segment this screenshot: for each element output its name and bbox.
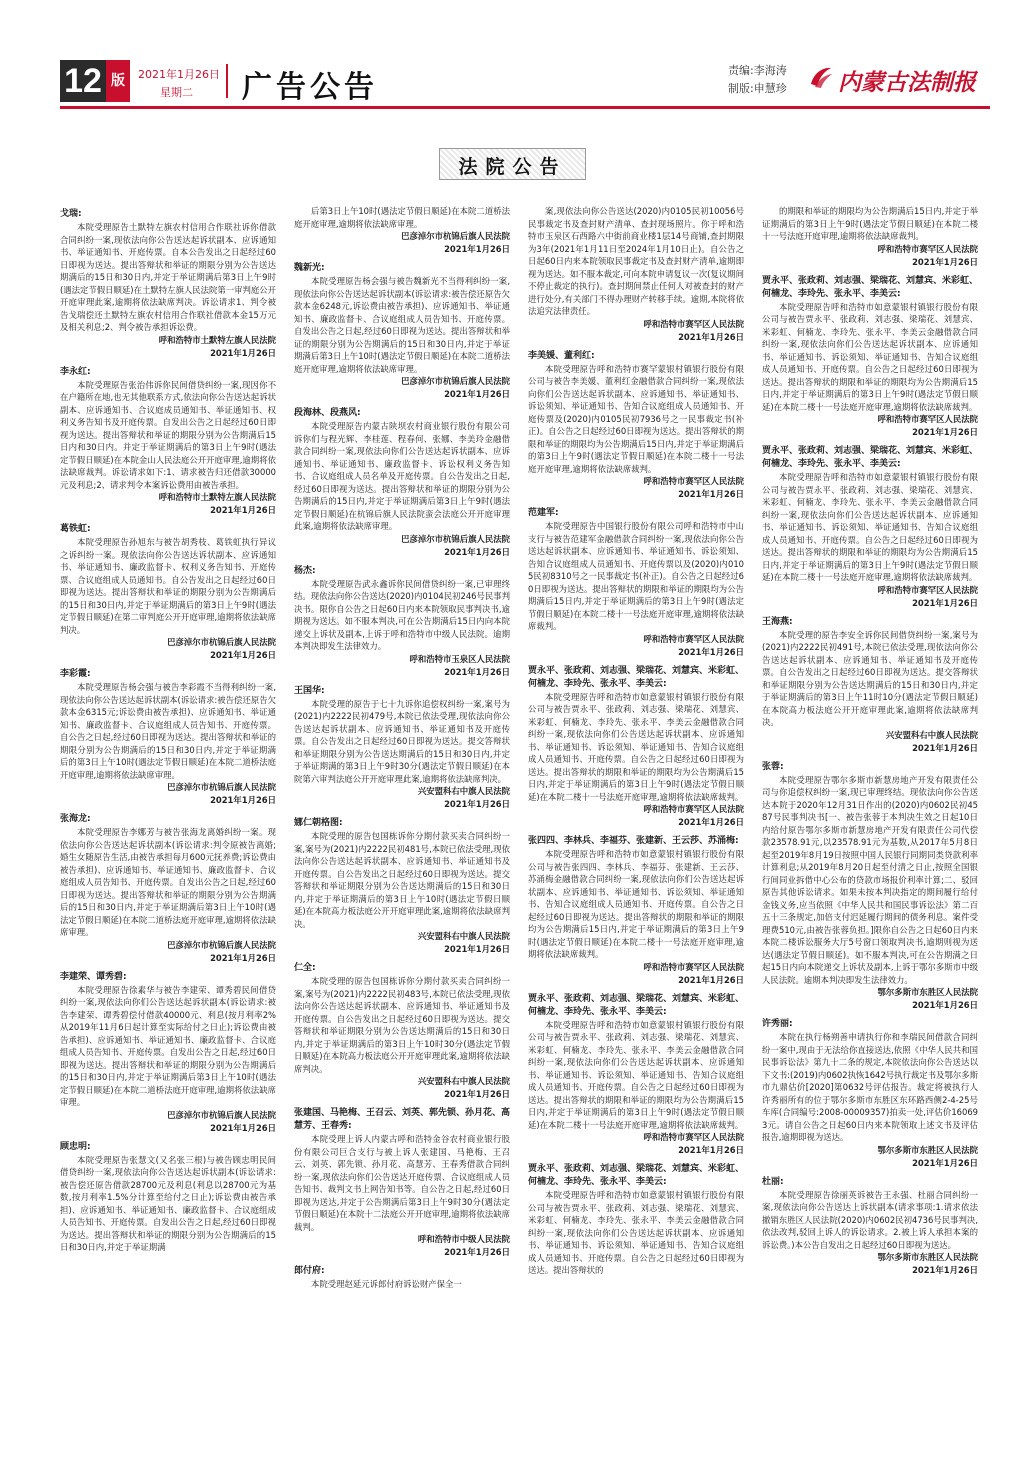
notice-addressee: 张四四、李林兵、李福芬、张建新、王云莎、苏涌梅: [528,836,739,846]
notice-addressee: 戈瑞: [60,209,82,219]
notice-addressee: 李彩霞: [60,669,91,679]
court-notice [528,1163,744,1277]
notice-court: 兴安盟科右中旗人民法院 [885,729,978,740]
court-notice [762,445,978,610]
court-notice [60,523,276,662]
notice-addressee: 王国华: [294,685,325,696]
notice-date: 2021年1月26日 [678,331,744,342]
notice-addressee: 李永红: [60,366,91,377]
notice-body: 本院受理原告鄂尔多斯市新慧房地产开发有限责任公司与你追偿权纠纷一案,现已审理终结。现依法向你公告送达本院于2020年12月31日作出的(2020)内0602民初4587号民事判决书[一、被告张蓉于本判决生效之日起10日内给付原告鄂尔多斯市新慧房地产开发有限责任公司代偿款23578.91元,以23578.91元为基数,从2017年5月8日起至2019年8月19日按照中国人民银行同期同类贷款利率计算利息;从2019年8月20日起至付清之日止,按照全国银行间同业拆借中心公布的贷款市场报价利率计算;二、驳回原告其他诉讼请求。如果未按本判决指定的期间履行给付金钱义务,应当依照《中华人民共和国民事诉讼法》第二百五十三条规定,加倍支付迟延履行期间的债务利息。案件受理费510元,由被告张蓉负担。]限你自公告之日起60日内来本院二楼诉讼服务大厅5号窗口领取判决书,逾期则视为送达(遇法定节假日顺延)。如不服本判决,可在公告期满之日起15日内向本院递交上诉状及副本,上诉于鄂尔多斯市中级人民法院。逾期本判决即发生法律效力。 [762,774,978,985]
court-notice-banner [439,148,586,180]
notice-date: 2021年1月26日 [444,944,510,954]
notice-court: 呼和浩特市赛罕区人民法院 [643,476,744,486]
notice-date: 2021年1月26日 [444,244,510,254]
notice-date: 2021年1月26日 [912,1000,978,1010]
notice-court: 呼和浩特市赛罕区人民法院 [643,961,744,972]
notice-body: 本院受理的原告于七十九诉你追偿权纠纷一案,案号为(2021)内2222民初479号,本院已依法受理,现依法向你公告送达起诉状副本、应诉通知书、举证通知书及开庭传票。自公告发出之日起经过60日即视为送达。提交答辩状和举证期限分别为公告送达期满后的15日和30日内,并定于举证期满的第3日上午9时30分(遇法定节假日顺延)在本院第六审判法庭公开开庭审理此案,逾期将依法缺席判决。 [294,698,510,784]
notice-addressee: 贾永平、张政莉、刘志强、梁瑞花、刘慧宾、米彩虹、何楠龙、李玲先、张永平、李美云: [528,993,745,1017]
court-notice [528,350,744,502]
notice-court: 兴安盟科右中旗人民法院 [417,1076,510,1086]
notice-addressee: 段海林、段燕风: [294,408,361,418]
court-notice [528,993,744,1158]
notice-addressee: 范建军: [528,508,559,518]
notice-body: 本院受理原告呼和浩特市如意蒙银村镇银行股份有限公司与被告贾永平、张政莉、刘志强、梁瑞花、刘慧宾、米彩虹、何楠龙、李玲先、张永平、李美云金融借款合同纠纷一案,现依法向你们公告送达起诉状副本、应诉通知书、举证通知书、诉讼须知、举证通知书、告知合议庭组成人员通知书、开庭传票。自公告之日起经过60日即视为送达。提出答辩状的期限和举证的期限均为公告期满后15日内,并定于举证期满后的第3日上午9时(遇法定节假日顺延)在本院二楼十一号法庭开庭审理,逾期将依法缺席裁判。 [762,301,978,412]
notice-body: 本院受理原告内蒙古陕坝农村商业银行股份有限公司诉你们与程光辉、李桂莲、程春何、张娜、李美玲金融借款合同纠纷一案,现依法向你们公告送达起诉状副本、应诉通知书、举证通知书、廉政监督卡、诉讼权利义务告知书、合议庭组成人员名单及开庭传票。自公告发出之日起,经过60日即视为送达。提出答辩状和举证的期限分别为公告期满后的15日内,并定于举证期满后第3日上午9时(遇法定节假日顺延)在杭锦后旗人民法院蛮会法庭公开开庭审理此案,逾期将依法缺席审理。 [294,421,510,531]
page-suffix: 版 [106,60,130,102]
notice-date: 2021年1月26日 [912,1157,978,1168]
notice-addressee: 魏新光: [294,263,325,273]
notice-date: 2021年1月26日 [210,347,276,358]
notice-date: 2021年1月26日 [444,546,510,557]
notice-court: 呼和浩特市中级人民法院 [417,1234,510,1244]
notice-body: 本院受理原告徐素华与被告李建荣、谭秀碧民间借贷纠纷一案,现依法向你们公告送达起诉状副本(诉讼请求:被告李建荣、谭秀碧偿付借款40000元、利息(按月利率2%从2019年11月6日起计算至实际给付之日止);诉讼费由被告承担)、应诉通知书、举证通知书、廉政监督卡、合议庭组成人员告知书、开庭传票。自发出公告之日起,经过60日即视为送达。提出答辩状和举证的期限分别为公告期满后的15日和30日内,并定于举证期满后第3日上午10时(遇法定节假日顺延)在本院二道桥法庭开庭审理,逾期将依法缺席审理。 [60,984,276,1107]
notice-addressee: 张海龙: [60,814,91,824]
notice-addressee: 贾永平、张政莉、刘志强、梁瑞花、刘慧宾、米彩虹、何楠龙、李玲先、张永平、李美云: [528,1164,745,1187]
producer-line: 制版:申慧珍 [728,82,787,95]
notice-body: 本院受理的原告包国栋诉你分期付款买卖合同纠纷一案,案号为(2021)内2222民初483号,本院已依法受理,现依法向你公告送达起诉状副本、应诉通知书、举证通知书及开庭传票。自公告发出之日起经过60日即视为送达。提交答辩状和举证期限分别为公告送达期满后的15日和30日内,并定于举证期满后的第3日上午10时30分(遇法定节假日顺延)在本院高力板法庭公开开庭审理此案,逾期将依法缺席判决。 [294,976,510,1074]
notice-date: 2021年1月26日 [210,1122,276,1133]
notice-column-3 [528,205,744,1277]
notice-body: 案,现依法向你公告送达(2020)内0105民初10056号民事裁定书及查封财产清单、查封现场照片。你于呼和浩特市玉泉区石西路六中街前商业楼1层14号商铺,查封期限为3年(2021年1月11日至2024年1月10日止)。自公告之日起60日内来本院领取民事裁定书及查封财产清单,逾期即视为送达。如不服本裁定,可向本院申请复议一次(复议期间不停止裁定的执行)。查封期间禁止任何人对被查封的财产进行处分,有关部门不得办理财产转移手续。逾期,本院将依法追究法律责任。 [528,206,744,316]
header-rule [60,106,990,109]
court-notice [294,962,510,1101]
notice-court: 巴彦淖尔市杭锦后旗人民法院 [401,376,510,386]
court-notice [294,407,510,559]
banner-title: 法院公告 [458,156,567,178]
notice-court: 呼和浩特市赛罕区人民法院 [877,584,978,595]
court-notice [528,205,744,344]
notice-court: 巴彦淖尔市杭锦后旗人民法院 [167,939,276,950]
notice-date: 2021年1月26日 [210,952,276,963]
notice-body: 的期限和举证的期限均为公告期满后15日内,并定于举证期满后的第3日上午9时(遇法定节假日顺延)在本院二楼十一号法庭开庭审理,逾期将依法缺席裁判。 [762,206,978,241]
notice-date: 2021年1月26日 [678,646,744,657]
notice-column-1 [60,205,276,1254]
notice-body: 本院受理的原告包国栋诉你分期付款买卖合同纠纷一案,案号为(2021)内2222民初481号,本院已依法受理,现依法向你公告送达起诉状副本、应诉通知书、举证通知书及开庭传票。自公告发出之日起经过60日即视为送达。提交答辩状和举证期限分别为公告送达期满后的15日和30日内,并定于举证期满后的第3日上午10时(遇法定节假日顺延)在本院高力板法庭公开开庭审理此案,逾期将依法缺席判决。 [294,831,510,929]
notice-date: 2021年1月26日 [912,742,978,753]
notice-addressee: 顾忠明: [60,1141,91,1152]
court-notice [294,685,510,812]
notice-body: 本院受理原告呼和浩特市如意蒙银村镇银行股份有限公司与被告贾永平、张政莉、刘志强、梁瑞花、刘慧宾、米彩虹、何楠龙、李玲先、张永平、李美云金融借款合同纠纷一案,现依法向你们公告送达起诉状副本、应诉通知书、举证通知书、诉讼须知、举证通知书、告知合议庭组成人员通知书、开庭传票。自公告之日起经过60日即视为送达。提出答辩状的期限和举证的期限均为公告期满后15日内,并定于举证期满后的第3日上午9时(遇法定节假日顺延)在本院二楼十一号法庭开庭审理,逾期将依法缺席裁判。 [528,1019,744,1130]
section-title: 广告公告 [242,70,378,105]
notice-court: 呼和浩特市土默特左旗人民法院 [158,334,276,345]
notice-date: 2021年1月26日 [912,427,978,437]
notice-body: 后第3日上午10时(遇法定节假日顺延)在本院二道桥法庭开庭审理,逾期将依法缺席审理。 [294,206,510,229]
notice-addressee: 张建国、马艳梅、王召云、刘英、郭先锁、孙月花、高慧芳、王春秀: [294,1108,511,1131]
court-notice [60,366,276,518]
notice-date: 2021年1月26日 [912,1265,978,1275]
notice-date: 2021年1月26日 [210,650,276,660]
notice-court: 呼和浩特市玉泉区人民法院 [409,653,510,664]
notice-column-2 [294,205,510,1291]
notice-court: 呼和浩特市赛罕区人民法院 [877,414,978,424]
newspaper-name: 内蒙古法制报 [838,69,976,96]
page-number: 12 [60,60,106,102]
notice-addressee: 李美媛、董利红: [528,350,595,361]
notice-body: 本院受理原告呼和浩特市如意蒙银村镇银行股份有限公司与被告贾永平、张政莉、刘志强、梁瑞花、刘慧宾、米彩虹、何楠龙、李玲先、张永平、李美云金融借款合同纠纷一案,现依法向你们公告送达起诉状副本、应诉通知书、举证通知书、诉讼须知、举证通知书、告知合议庭组成人员通知书、开庭传票。自公告之日起经过60日即视为送达。提出答辩状的 [528,1190,744,1275]
editor-line: 责编:李海涛 [728,64,787,77]
court-notice [60,1141,276,1254]
newspaper-emblem-icon [808,64,834,90]
court-notice [294,1265,510,1291]
court-notice [294,1107,510,1259]
notice-date: 2021年1月26日 [678,1145,744,1155]
court-notice [294,205,510,256]
court-notice [762,1176,978,1278]
court-notice [762,1018,978,1170]
notice-body: 本院受理原告李娜芳与被告张海龙离婚纠纷一案。现依法向你公告送达起诉状副本(诉讼请求:判令原被告离婚;婚生女随原告生活,由被告承担每月600元抚养费;诉讼费由被告承担)、应诉通知书、举证通知书、廉政监督卡、合议庭组成人员告知书、开庭传票。自发出公告之日起,经过60日即视为送达。提出答辩状和举证的期限分别为公告期满后的15日和30日内,并定于举证期满后第3日上午10时(遇法定节假日顺延)在本院二道桥法庭开庭审理,逾期将依法缺席审理。 [60,827,276,937]
notice-body: 本院受理原告中国银行股份有限公司呼和浩特市中山支行与被告范建军金融借款合同纠纷一案,现依法向你公告送达起诉状副本、应诉通知书、举证通知书、诉讼须知、告知合议庭组成人员通知书、开庭传票以及(2020)内0105民初8310号之一民事裁定书(补正)。自公告之日起经过60日即视为送达。提出答辩状的期限和举证的期限均为公告期满后15日内,并定于举证期满后的第3日上午9时(遇法定节假日顺延)在本院二楼十一号法庭开庭审理,逾期将依法缺席裁判。 [528,521,744,631]
notice-court: 兴安盟科右中旗人民法院 [417,931,510,941]
notice-court: 呼和浩特市赛罕区人民法院 [643,1132,744,1142]
notice-column-4 [762,205,978,1283]
notice-addressee: 杜丽: [762,1176,784,1187]
issue-weekday: 星期二 [160,86,193,99]
notice-date: 2021年1月26日 [678,974,744,985]
court-notice [528,665,744,830]
notice-date: 2021年1月26日 [678,817,744,827]
court-notice [762,205,978,269]
notice-body: 本院受理原告杨会强与被告李彩霞不当得利纠纷一案,现依法向你公告送达起诉状副本(诉讼请求:被告偿还原告欠款本金6315元;诉讼费由被告承担)、应诉通知书、举证通知书、廉政监督卡、合议庭组成人员告知书、开庭传票。自公告之日起,经过60日即视为送达。提出答辩状和举证的期限分别为公告期满后的15日和30日内,并定于举证期满后的第3日上午10时(遇法定节假日顺延)在本院二道桥法庭开庭审理,逾期将依法缺席审理。 [60,682,276,780]
court-notice [528,507,744,659]
court-notice [60,208,276,360]
notice-body: 本院受理原告张治伟诉你民间借贷纠纷一案,现因你不在户籍所在地,也无其他联系方式,依法向你公告送达起诉状副本、应诉通知书、合议庭成员通知书、举证通知书、权利义务告知书及开庭传票。自发出公告之日起经过60日即视为送达。提出答辩状和举证的期限分别为公告期满后15日内和30日内。并定于举证期满后的第3日上午9时(遇法定节假日顺延)在本院金山人民法庭公开开庭审理,逾期将依法缺席裁判。诉讼请求如下:1、请求被告归还借款30000元及利息;2、请求判令本案诉讼费用由被告承担。 [60,379,276,490]
notice-court: 鄂尔多斯市东胜区人民法院 [877,987,978,997]
notice-body: 本院受理原告土默特左旗农村信用合作联社诉你借款合同纠纷一案,现依法向你公告送达起诉状副本、应诉通知书、举证通知书、开庭传票。自本公告发出之日起经过60日即视为送达。提出答辩状和举证的期限分别为公告送达期满后的15日和30日内,并定于举证期满后第3日上午9时(遇法定节假日顺延)在土默特左旗人民法院第一审判庭公开开庭审理此案,逾期将依法缺席判决。诉讼请求1、判令被告戈瑞偿还土默特左旗农村信用合作联社借款本金15万元及相关利息;2、判令被告承担诉讼费。 [60,222,276,332]
notice-body: 本院受理原告呼和浩特市如意蒙银村镇银行股份有限公司与被告贾永平、张政莉、刘志强、梁瑞花、刘慧宾、米彩虹、何楠龙、李玲先、张永平、李美云金融借款合同纠纷一案,现依法向你们公告送达起诉状副本、应诉通知书、举证通知书、诉讼须知、举证通知书、告知合议庭组成人员通知书、开庭传票。自公告之日起经过60日即视为送达。提出答辩状的期限和举证的期限均为公告期满后15日内,并定于举证期满后的第3日上午9时(遇法定节假日顺延)在本院二楼十一号法庭开庭审理,逾期将依法缺席裁判。 [528,691,744,802]
notice-addressee: 贾永平、张政莉、刘志强、梁瑞花、刘慧宾、米彩虹、何楠龙、李玲先、张永平、李美云: [528,665,745,689]
notice-addressee: 郎付府: [294,1266,325,1276]
notice-addressee: 仁全: [294,963,316,973]
issue-date: 2021年1月26日 [138,68,220,81]
header-divider [226,64,228,98]
notice-court: 巴彦淖尔市杭锦后旗人民法院 [167,637,276,647]
notice-court: 呼和浩特市赛罕区人民法院 [877,243,978,254]
notice-addressee: 娜仁朝格图: [294,818,343,828]
court-notice [294,565,510,679]
court-notice [294,817,510,956]
notice-body: 本院受理原告杨会强与被告魏新光不当得利纠纷一案,现依法向你公告送达起诉状副本(诉讼请求:被告偿还原告欠款本金6248元,诉讼费由被告承担)、应诉通知书、举证通知书、廉政监督卡、合议庭组成人员告知书、开庭传票。自发出公告之日起,经过60日即视为送达。提出答辩状和举证的期限分别为公告期满后的15日和30日内,并定于举证期满后第3日上午10时(遇法定节假日顺延)在本院二道桥法庭开庭审理,逾期将依法缺席审理。 [294,276,510,374]
page-header [60,60,990,110]
notice-court: 兴安盟科右中旗人民法院 [417,786,510,796]
notice-addressee: 杨杰: [294,565,316,576]
notice-body: 本院受理原告呼和浩特市如意蒙银村镇银行股份有限公司与被告张四四、李林兵、李福芬、张建新、王云莎、苏涌梅金融借款合同纠纷一案,现依法向你们公告送达起诉状副本、应诉通知书、举证通知书、诉讼须知、举证通知书、告知合议庭组成人员通知书、开庭传票。自公告之日起经过60日即视为送达。提出答辩状的期限和举证的期限均为公告期满后15日内,并定于举证期满后的第3日上午9时(遇法定节假日顺延)在本院二楼十一号法庭开庭审理,逾期将依法缺席裁判。 [528,849,744,959]
notice-body: 本院受理原告武永鑫诉你民间借贷纠纷一案,已审理终结。现依法向你公告送达(2020)内0104民初246号民事判决书。限你自公告之日起60日内来本院领取民事判决书,逾期视为送达。如不服本判决,可在公告期满后15日内向本院递交上诉状及副本,上诉于呼和浩特市中级人民法院。逾期本判决即发生法律效力。 [294,578,510,651]
notice-date: 2021年1月26日 [444,666,510,677]
notice-addressee: 王海燕: [762,616,793,627]
notice-body: 本院受理原告呼和浩特市赛罕蒙银村镇银行股份有限公司与被告李美媛、董利红金融借款合同纠纷一案,现依法向你们公告送达起诉状副本、应诉通知书、举证通知书、诉讼须知、举证通知书、告知合议庭组成人员通知书、开庭传票及(2020)内0105民初7936号之一民事裁定书(补正)。自公告之日起经过60日即视为送达。提出答辩状的期限和举证的期限均为公告期满后15日内,并定于举证期满后的第3日上午9时(遇法定节假日顺延)在本院二楼十一号法庭开庭审理,逾期将依法缺席裁判。 [528,363,744,474]
notice-body: 本院在执行杨朔善申请执行你和李瑞民间借款合同纠纷一案中,现由于无法给你直接送达,依照《中华人民共和国民事诉讼法》第九十二条的规定,本院依法向你公告送达以下文书:(2019)内0602执恢1642号执行裁定书及鄂尔多斯市九鼎估价[2020]第0632号评估报告。裁定将被执行人许秀丽所有的位于鄂尔多斯市东胜区东环路西侧2-4-25号车库(合同编号:2008-00009357)拍卖一处,评估价160693元。请自公告之日起60日内来本院领取上述文书及评估报告,逾期即视为送达。 [762,1032,978,1142]
notice-court: 巴彦淖尔市杭锦后旗人民法院 [401,231,510,241]
notice-court: 呼和浩特市赛罕区人民法院 [643,318,744,329]
notice-court: 巴彦淖尔市杭锦后旗人民法院 [167,1109,276,1120]
notice-court: 鄂尔多斯市东胜区人民法院 [877,1252,978,1262]
court-notice [762,616,978,755]
court-notice [60,813,276,965]
notice-court: 呼和浩特市赛罕区人民法院 [643,804,744,814]
notice-addressee: 贾永平、张政莉、刘志强、梁瑞花、刘慧宾、米彩虹、何楠龙、李玲先、张永平、李美云: [762,446,979,469]
court-notice [60,668,276,807]
notice-date: 2021年1月26日 [444,1247,510,1257]
notice-court: 呼和浩特市土默特左旗人民法院 [158,492,276,502]
notice-date: 2021年1月26日 [444,1089,510,1099]
notice-date: 2021年1月26日 [444,389,510,399]
court-notice [762,761,978,1013]
notice-court: 巴彦淖尔市杭锦后旗人民法院 [401,533,510,544]
notice-court: 呼和浩特市赛罕区人民法院 [643,633,744,644]
notice-addressee: 贾永平、张政莉、刘志强、梁瑞花、刘慧宾、米彩虹、何楠龙、李玲先、张永平、李美云: [762,275,979,299]
notice-body: 本院受理原告张慧文(又名张三根)与被告顾忠明民间借贷纠纷一案,现依法向你公告送达起诉状副本(诉讼请求:被告偿还原告借款28700元及利息(利息以28700元为基数,按月利率1.5%分计算至给付之日止);诉讼费由被告承担)、应诉通知书、举证通知书、廉政监督卡、合议庭组成人员告知书、开庭传票。自发出公告之日起,经过60日即视为送达。提出答辩状和举证的期限分别为公告期满后的15日和30日内,并定于举证期满 [60,1154,276,1252]
notice-body: 本院受理原告呼和浩特市如意蒙银村镇银行股份有限公司与被告贾永平、张政莉、刘志强、梁瑞花、刘慧宾、米彩虹、何楠龙、李玲先、张永平、李美云金融借款合同纠纷一案,现依法向你们公告送达起诉状副本、应诉通知书、举证通知书、诉讼须知、举证通知书、告知合议庭组成人员通知书、开庭传票。自公告之日起经过60日即视为送达。提出答辩状的期限和举证的期限均为公告期满后15日内,并定于举证期满后的第3日上午9时(遇法定节假日顺延)在本院二楼十一号法庭开庭审理,逾期将依法缺席裁判。 [762,472,978,582]
notice-court: 鄂尔多斯市东胜区人民法院 [877,1144,978,1155]
notice-addressee: 许秀丽: [762,1019,793,1029]
notice-court: 巴彦淖尔市杭锦后旗人民法院 [167,782,276,792]
notice-body: 本院受理赵延元诉郎付府诉讼财产保全一 [311,1279,462,1289]
notice-body: 本院受理原告孙旭东与被告胡秀枝、葛铁虹执行异议之诉纠纷一案。现依法向你公告送达诉状副本、应诉通知书、举证通知书、廉政监督卡、权利义务告知书、开庭传票、合议庭组成人员通知书。自公告发出之日起经过60日即视为送达。提出答辩状和举证的期限分别为公告期满后的15日和30日内,并定于举证期满后的第3日上午9时(遇法定节假日顺延)在第二审判庭公开开庭审理,逾期将依法缺席判决。 [60,537,276,635]
notice-date: 2021年1月26日 [210,505,276,515]
notice-date: 2021年1月26日 [912,597,978,608]
notice-addressee: 李建荣、谭秀碧: [60,971,127,982]
notice-date: 2021年1月26日 [210,795,276,805]
notice-addressee: 葛铁虹: [60,524,91,534]
notice-date: 2021年1月26日 [444,799,510,809]
court-notice [762,275,978,440]
notice-date: 2021年1月26日 [912,256,978,267]
notice-body: 本院受理的原告李安全诉你民间借贷纠纷一案,案号为(2021)内2222民初491号,本院已依法受理,现依法向你公告送达起诉状副本、应诉通知书、举证通知书及开庭传票。自公告发出之日起经过60日即视为送达。提交答辩状和举证期限分别为公告送达期满后的15日和30日内,并定于举证期满后的第3日上午11时10分(遇法定节假日顺延)在本院高力板法庭公开开庭审理此案,逾期将依法缺席判决。 [762,629,978,727]
notice-body: 本院受理原告徐丽英诉被告王永强、杜丽合同纠纷一案,现依法向你公告送达上诉状副本(请求事项:1.请求依法撤销东胜区人民法院(2020)内0602民初4736号民事判决,依法改判,驳回上诉人的诉讼请求。2.被上诉人承担本案的诉讼费。)本公告自发出之日起经过60日即视为送达。 [762,1189,978,1250]
court-notice [528,835,744,987]
editor-credits [728,62,787,98]
newspaper-logo [808,60,990,100]
notice-addressee: 张蓉: [762,761,784,772]
court-notice [60,971,276,1135]
court-notice [294,262,510,401]
notice-date: 2021年1月26日 [678,489,744,499]
notice-body: 本院受理上诉人内蒙古呼和浩特金谷农村商业银行股份有限公司巨合支行与被上诉人张建国、马艳梅、王召云、刘英、郭先锁、孙月花、高慧芳、王春秀借款合同纠纷一案,现依法向你们公告送达开庭传票、合议庭组成人员告知书、裁判文书上网告知书等。自公告之日起,经过60日即视为送达,并定于公告期满后第3日上午9时30分(遇法定节假日顺延)在本院十二法庭公开开庭审理,逾期将依法缺席裁判。 [294,1134,510,1232]
